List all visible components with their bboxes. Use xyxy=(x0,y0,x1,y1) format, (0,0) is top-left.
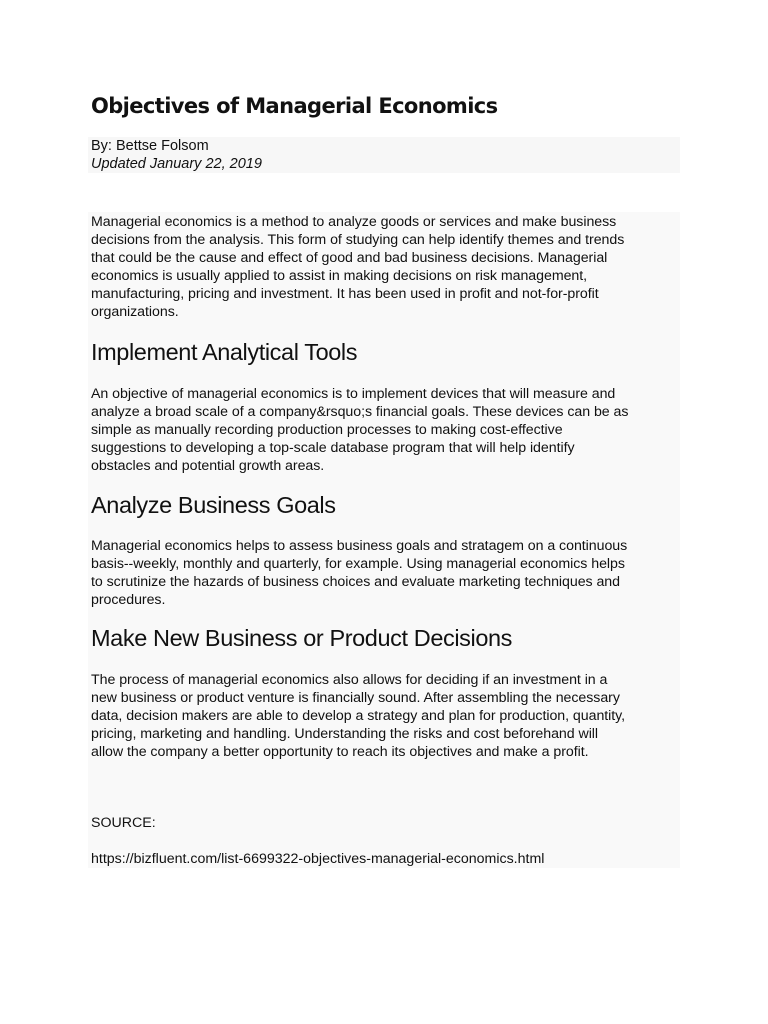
source-link[interactable]: https://bizfluent.com/list-6699322-objectives-managerial-economics.html xyxy=(91,851,545,867)
text-line: new business or product venture is financially sound. After assembling the necessary xyxy=(91,689,620,706)
text-line: suggestions to developing a top-scale database program that will help identify xyxy=(91,439,575,456)
page-title: Objectives of Managerial Economics xyxy=(91,94,498,118)
text-line: organizations. xyxy=(91,303,179,320)
text-line: economics is usually applied to assist in making decisions on risk management, xyxy=(91,267,588,284)
updated-date: Updated January 22, 2019 xyxy=(91,156,262,172)
intro-paragraph xyxy=(91,214,681,321)
text-line: simple as manually recording production processes to making cost-effective xyxy=(91,421,563,438)
section-paragraph-analytical-tools xyxy=(91,386,681,476)
text-line: The process of managerial economics also allows for deciding if an investment in a xyxy=(91,672,608,688)
text-line: obstacles and potential growth areas. xyxy=(91,457,325,474)
text-line: Managerial economics helps to assess business goals and stratagem on a continuous xyxy=(91,538,628,554)
author-byline: By: Bettse Folsom xyxy=(91,138,209,154)
text-line: data, decision makers are able to develop a strategy and plan for production, quantity, xyxy=(91,707,626,724)
text-line: analyze a broad scale of a company&rsquo;s financial goals. These devices can be as xyxy=(91,403,629,420)
text-line: allow the company a better opportunity to reach its objectives and make a profit. xyxy=(91,743,589,760)
text-line: manufacturing, pricing and investment. It has been used in profit and not-for-profit xyxy=(91,285,599,302)
text-line: to scrutinize the hazards of business choices and evaluate marketing techniques and xyxy=(91,573,620,590)
text-line: basis--weekly, monthly and quarterly, for example. Using managerial economics helps xyxy=(91,555,625,572)
section-paragraph-business-goals xyxy=(91,538,681,610)
text-line: An objective of managerial economics is to implement devices that will measure and xyxy=(91,386,616,402)
section-paragraph-product-decisions xyxy=(91,672,681,762)
section-heading-business-goals: Analyze Business Goals xyxy=(91,492,336,518)
text-line: that could be the cause and effect of good and bad business decisions. Managerial xyxy=(91,249,608,266)
text-line: procedures. xyxy=(91,591,166,608)
text-line: decisions from the analysis. This form of studying can help identify themes and trends xyxy=(91,231,625,248)
section-heading-product-decisions: Make New Business or Product Decisions xyxy=(91,625,513,651)
text-line: pricing, marketing and handling. Understanding the risks and cost beforehand will xyxy=(91,725,598,742)
text-line: Managerial economics is a method to analyze goods or services and make business xyxy=(91,214,617,230)
section-heading-analytical-tools: Implement Analytical Tools xyxy=(91,339,358,365)
source-label: SOURCE: xyxy=(91,815,156,831)
